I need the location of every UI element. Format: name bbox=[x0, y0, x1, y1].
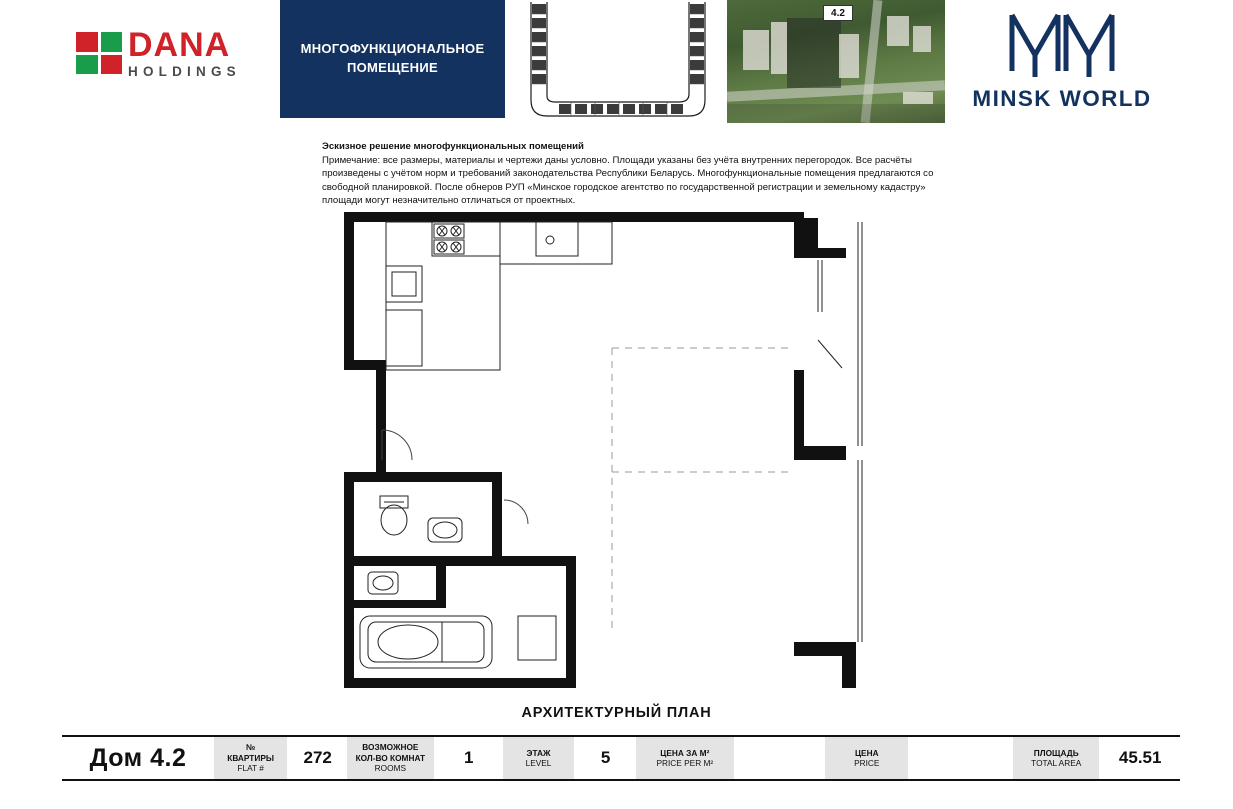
rooms-label bbox=[347, 737, 434, 779]
minsk-world-name: MINSK WORLD bbox=[972, 86, 1152, 111]
building-plan-thumbnail bbox=[513, 0, 721, 123]
price-label-ru: ЦЕНА bbox=[854, 747, 879, 758]
property-summary-bar bbox=[62, 735, 1180, 781]
price-label bbox=[825, 737, 909, 779]
area-label bbox=[1013, 737, 1100, 779]
price-per-m2-label-ru: ЦЕНА ЗА М² bbox=[660, 747, 710, 758]
level-label-en: LEVEL bbox=[525, 758, 552, 768]
level-value: 5 bbox=[600, 748, 611, 767]
aerial-badge-label: 4.2 bbox=[823, 5, 853, 21]
aerial-view-thumbnail bbox=[727, 0, 945, 123]
dana-holdings-logo bbox=[76, 25, 268, 81]
plan-title: АРХИТЕКТУРНЫЙ ПЛАН bbox=[521, 705, 712, 721]
disclaimer-note bbox=[322, 140, 942, 208]
house-number: Дом 4.2 bbox=[89, 743, 187, 772]
minsk-world-logo bbox=[967, 8, 1157, 116]
note-body: Примечание: все размеры, материалы и чертежи даны условно. Площади указаны без учёта внутренних перегородок. Все расчёты произведены с учётом норм и требований законодательства Республики Беларусь. Многофункциональные помещения предлагаются со свободной планировкой. После обнеров РУП «Минское городское агентство по государственной регистрации и земельному кадастру» площади могут незначительно отличаться от проектных. bbox=[322, 154, 934, 207]
banner-line-1: МНОГОФУНКЦИОНАЛЬНОЕ bbox=[300, 41, 485, 57]
dana-squares-icon bbox=[76, 32, 122, 74]
area-label-en: TOTAL AREA bbox=[1031, 758, 1082, 768]
price-label-en: PRICE bbox=[854, 758, 880, 768]
banner-line-2: ПОМЕЩЕНИЕ bbox=[347, 60, 438, 75]
price-per-m2-label-en: PRICE PER M² bbox=[656, 758, 714, 768]
minsk-world-mark-icon bbox=[967, 8, 1157, 84]
flat-number-label bbox=[214, 737, 288, 779]
flat-number-value: 272 bbox=[303, 748, 332, 767]
flat-number-label-en: FLAT # bbox=[237, 763, 264, 774]
area-value: 45.51 bbox=[1118, 748, 1162, 767]
price-value bbox=[909, 737, 1013, 779]
price-per-m2-label bbox=[636, 737, 735, 779]
note-title: Эскизное решение многофункциональных помещений bbox=[322, 141, 584, 152]
flat-number-label-ru: № КВАРТИРЫ bbox=[227, 742, 274, 763]
rooms-label-ru: ВОЗМОЖНОЕ КОЛ-ВО КОМНАТ bbox=[355, 742, 426, 763]
multifunctional-space-banner bbox=[280, 0, 505, 118]
dana-logo-subtitle: HOLDINGS bbox=[128, 63, 241, 79]
rooms-value: 1 bbox=[463, 748, 474, 767]
dana-logo-name: DANA bbox=[128, 25, 231, 64]
level-label-ru: ЭТАЖ bbox=[526, 747, 551, 758]
level-label bbox=[503, 737, 575, 779]
document-header bbox=[0, 0, 1233, 122]
rooms-label-en: ROOMS bbox=[374, 763, 407, 774]
area-label-ru: ПЛОЩАДЬ bbox=[1033, 747, 1079, 758]
architectural-plan-drawing bbox=[322, 200, 922, 700]
price-per-m2-value bbox=[735, 737, 826, 779]
